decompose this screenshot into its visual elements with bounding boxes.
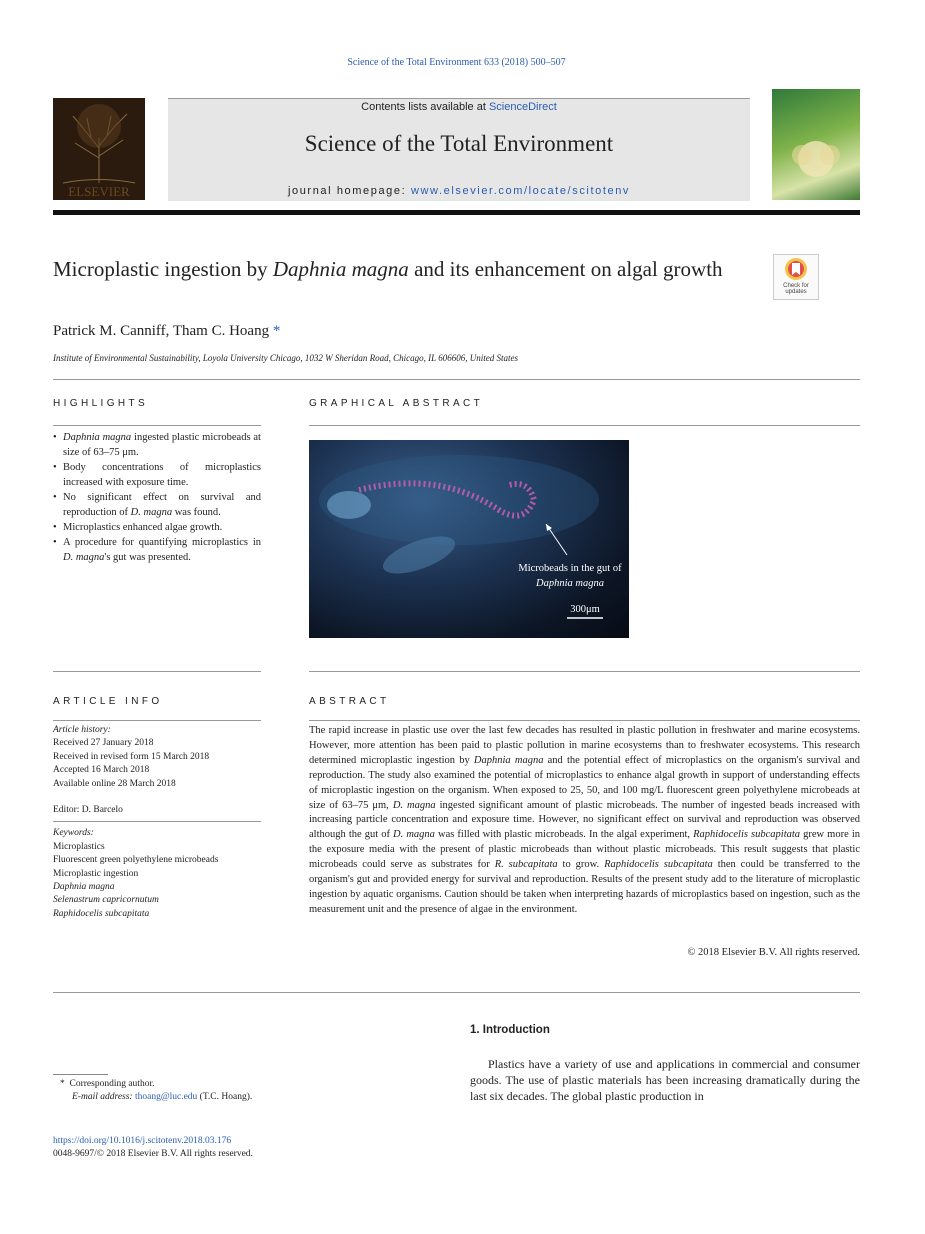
header-divider <box>53 210 860 215</box>
doi-block <box>53 1135 253 1161</box>
highlight-item: • A procedure for quantifying microplastics in D. magna's gut was presented. <box>53 535 261 565</box>
graphical-abstract-heading: GRAPHICAL ABSTRACT <box>309 398 484 409</box>
divider <box>53 379 860 380</box>
author-list: Patrick M. Canniff, Tham C. Hoang * <box>53 323 281 339</box>
journal-banner <box>168 98 750 201</box>
article-info-heading: ARTICLE INFO <box>53 696 163 707</box>
highlight-item: • Microplastics enhanced algae growth. <box>53 520 261 535</box>
article-title: Microplastic ingestion by Daphnia magna and its enhancement on algal growth <box>53 257 723 281</box>
revised-date: Received in revised form 15 March 2018 <box>53 751 210 762</box>
scale-bar-label: 300μm <box>570 604 600 615</box>
corresponding-author-mark[interactable]: * <box>272 323 281 339</box>
email-link[interactable]: thoang@luc.edu <box>134 1092 198 1102</box>
highlight-item: • No significant effect on survival and reproduction of D. magna was found. <box>53 490 261 520</box>
graphic-caption-species: Daphnia magna <box>536 578 604 589</box>
journal-homepage: journal homepage: www.elsevier.com/locate/scitotenv <box>287 185 631 197</box>
keyword: Daphnia magna <box>53 882 115 893</box>
journal-citation-link[interactable]: Science of the Total Environment 633 (2018) 500–507 <box>347 57 566 68</box>
online-date: Available online 28 March 2018 <box>53 778 176 789</box>
highlights-list <box>53 430 261 565</box>
journal-cover-image[interactable] <box>772 89 860 200</box>
elsevier-logo <box>53 98 145 200</box>
introduction-heading: 1. Introduction <box>470 1024 550 1036</box>
keyword: Selenastrum capricornutum <box>53 895 159 906</box>
keyword: Microplastic ingestion <box>53 868 139 879</box>
doi-link[interactable]: https://doi.org/10.1016/j.scitotenv.2018.03.176 <box>53 1136 232 1146</box>
article-info <box>53 724 261 921</box>
graphic-caption: Microbeads in the gut of <box>518 563 622 574</box>
divider <box>53 671 261 672</box>
divider <box>309 720 860 721</box>
journal-title: Science of the Total Environment <box>304 131 614 156</box>
graphical-abstract-image <box>309 440 629 638</box>
keyword: Raphidocelis subcapitata <box>53 908 150 919</box>
introduction-text: Plastics have a variety of use and applications in commercial and consumer goods. The use of plastic materials has been increasing dramatically during the last six decades. The global plastic production in <box>470 1057 860 1103</box>
divider <box>53 821 261 822</box>
divider <box>53 720 261 721</box>
footnote-divider <box>53 1074 108 1075</box>
affiliation: Institute of Environmental Sustainability, Loyola University Chicago, 1032 W Sheridan Road, Chicago, IL 606606, United States <box>53 353 518 363</box>
abstract-copyright: © 2018 Elsevier B.V. All rights reserved. <box>687 947 860 958</box>
bookmark-icon <box>784 257 808 281</box>
accepted-date: Accepted 16 March 2018 <box>53 765 150 776</box>
homepage-link[interactable]: www.elsevier.com/locate/scitotenv <box>410 185 631 197</box>
history-label: Article history: <box>53 725 111 735</box>
sciencedirect-link[interactable]: ScienceDirect <box>488 101 557 113</box>
abstract-heading: ABSTRACT <box>309 696 390 707</box>
divider <box>309 425 860 426</box>
keywords-label: Keywords: <box>53 828 94 839</box>
divider <box>309 671 860 672</box>
highlight-item: • Body concentrations of microplastics increased with exposure time. <box>53 460 261 490</box>
keyword: Fluorescent green polyethylene microbeads <box>53 855 219 866</box>
divider <box>53 425 261 426</box>
elsevier-wordmark: ELSEVIER <box>68 184 130 199</box>
received-date: Received 27 January 2018 <box>53 738 154 749</box>
contents-line: Contents lists available at ScienceDirect <box>361 101 557 113</box>
abstract-text: The rapid increase in plastic use over the last few decades has resulted in plastic pollution in freshwater and marine ecosystems. However, more attention has been paid to plastic pollution in marine ecosystems than to freshwater ecosystems. This research determined microplastic ingestion by Daphnia magna and the potential effect of microplastics on the organism's survival and reproduction. The study also examined the potential of microplastics to enhance algal growth in support of understanding effects of microplastic ingestion on the organism. When exposed to 25, 50, and 100 mg/L fluorescent green polyethylene microbeads at size of 63–75 μm, D. magna ingested significant amount of plastic microbeads. The number of ingested beads increased with increasing particle concentration and exposure time. However, no significant effect on survival and reproduction was observed although the gut of D. magna was filled with plastic microbeads. In the algal experiment, Raphidocelis subcapitata grew more in the exposure media with the present of plastic microbeads than without plastic microbeads. This result suggests that plastic microbeads could serve as substrates for R. subcapitata to grow. Raphidocelis subcapitata then could be transferred to the organism's gut and provided energy for survival and reproduction. Results of the present study add to the literature of microplastic ingestion by aquatic organisms. Caution should be taken when interpreting hazards of microplastics based on ingestion, such as the measurement unit and the presence of algae in the environment. <box>309 725 860 915</box>
check-for-updates-badge[interactable]: Check for updates <box>773 254 819 300</box>
highlights-heading: HIGHLIGHTS <box>53 398 149 409</box>
editor: Editor: D. Barcelo <box>53 805 123 816</box>
highlight-item: • Daphnia magna ingested plastic microbeads at size of 63–75 μm. <box>53 430 261 460</box>
divider <box>53 992 860 993</box>
issn-copyright: 0048-9697/© 2018 Elsevier B.V. All rights reserved. <box>53 1149 253 1159</box>
footnote: * Corresponding author. E-mail address: thoang@luc.edu (T.C. Hoang). <box>60 1079 253 1102</box>
keyword: Microplastics <box>53 841 105 852</box>
